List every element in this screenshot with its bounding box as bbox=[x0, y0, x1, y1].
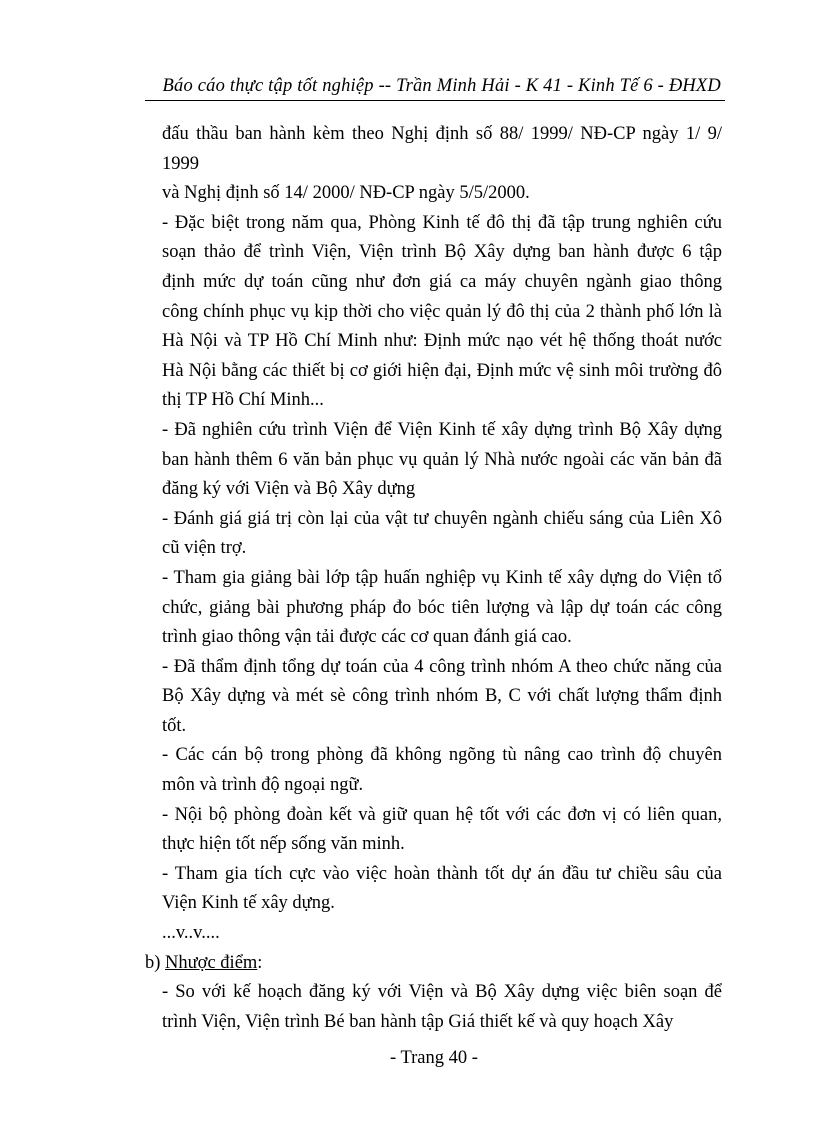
text-line: trình giao thông vận tải được các cơ quan đánh giá cao. bbox=[162, 627, 572, 648]
text-line: - Tham gia giảng bài lớp tập huấn nghiệp vụ Kinh tế xây dựng do Viện tổ bbox=[162, 567, 722, 588]
paragraph-10 bbox=[162, 978, 722, 1037]
etc-line bbox=[162, 919, 722, 949]
text-line: tốt. bbox=[162, 715, 187, 736]
paragraph-3 bbox=[162, 416, 722, 505]
text-line: cũ viện trợ. bbox=[162, 538, 247, 559]
text-line: công chính phục vụ kịp thời cho việc quản lý đô thị của 2 thành phố lớn là bbox=[162, 301, 722, 322]
paragraph-5 bbox=[162, 564, 722, 653]
text-line: - Các cán bộ trong phòng đã không ngõng tù nâng cao trình độ chuyên bbox=[162, 745, 722, 766]
text-line: định mức dự toán cũng như đơn giá ca máy chuyên ngành giao thông bbox=[162, 271, 722, 292]
paragraph-4 bbox=[162, 505, 722, 564]
text-line: chức, giảng bài phương pháp đo bóc tiên lượng và lập dự toán các công bbox=[162, 597, 722, 618]
text-line: môn và trình độ ngoại ngữ. bbox=[162, 775, 364, 796]
paragraph-1 bbox=[162, 120, 722, 209]
text-line: - Nội bộ phòng đoàn kết và giữ quan hệ tốt với các đơn vị có liên quan, bbox=[162, 804, 722, 825]
section-title: Nhược điểm bbox=[165, 952, 258, 973]
page-header bbox=[145, 74, 725, 101]
document-body bbox=[145, 120, 722, 1037]
paragraph-8 bbox=[162, 801, 722, 860]
text-line: trình Viện, Viện trình Bé ban hành tập Giá thiết kế và quy hoạch Xây bbox=[162, 1011, 674, 1032]
text-line: thị TP Hồ Chí Minh... bbox=[162, 390, 324, 411]
text-line: - Tham gia tích cực vào việc hoàn thành tốt dự án đầu tư chiều sâu của bbox=[162, 863, 722, 884]
text-line: - Đã thẩm định tổng dự toán của 4 công trình nhóm A theo chức năng của bbox=[162, 656, 722, 677]
text-line: và Nghị định số 14/ 2000/ NĐ-CP ngày 5/5/2000. bbox=[162, 183, 530, 204]
paragraph-9 bbox=[162, 860, 722, 919]
text-line: đăng ký với Viện và Bộ Xây dựng bbox=[162, 479, 416, 500]
text-line: ban hành thêm 6 văn bản phục vụ quản lý Nhà nước ngoài các văn bản đã bbox=[162, 449, 722, 470]
text-line: Hà Nội và TP Hồ Chí Minh như: Định mức nạo vét hệ thống thoát nước bbox=[162, 331, 722, 352]
header-title: Báo cáo thực tập tốt nghiệp -- Trần Minh Hải - K 41 - Kinh Tế 6 - ĐHXD bbox=[162, 76, 721, 96]
text-line: Bộ Xây dựng và mét sè công trình nhóm B, C với chất lượng thẩm định bbox=[162, 686, 722, 707]
paragraph-2 bbox=[162, 209, 722, 416]
section-b-heading bbox=[145, 949, 722, 979]
etc-text: ...v..v.... bbox=[162, 923, 220, 944]
text-line: thực hiện tốt nếp sống văn minh. bbox=[162, 834, 405, 855]
section-colon: : bbox=[257, 952, 263, 973]
text-line: Hà Nội bằng các thiết bị cơ giới hiện đại, Định mức vệ sinh môi trường đô bbox=[162, 360, 722, 381]
text-line: Viện Kinh tế xây dựng. bbox=[162, 893, 335, 914]
text-line: đấu thầu ban hành kèm theo Nghị định số 88/ 1999/ NĐ-CP ngày 1/ 9/ 1999 bbox=[162, 124, 722, 174]
text-line: soạn thảo để trình Viện, Viện trình Bộ Xây dựng ban hành được 6 tập bbox=[162, 242, 722, 263]
page-number: - Trang 40 - bbox=[390, 1048, 478, 1068]
paragraph-7 bbox=[162, 741, 722, 800]
paragraph-6 bbox=[162, 653, 722, 742]
page-footer bbox=[0, 1048, 816, 1069]
text-line: - So với kế hoạch đăng ký với Viện và Bộ Xây dựng việc biên soạn để bbox=[162, 982, 722, 1003]
text-line: - Đã nghiên cứu trình Viện để Viện Kinh tế xây dựng trình Bộ Xây dựng bbox=[162, 419, 722, 440]
text-line: - Đặc biệt trong năm qua, Phòng Kinh tế đô thị đã tập trung nghiên cứu bbox=[162, 212, 722, 233]
text-line: - Đánh giá giá trị còn lại của vật tư chuyên ngành chiếu sáng của Liên Xô bbox=[162, 508, 722, 529]
section-label: b) bbox=[145, 952, 166, 973]
